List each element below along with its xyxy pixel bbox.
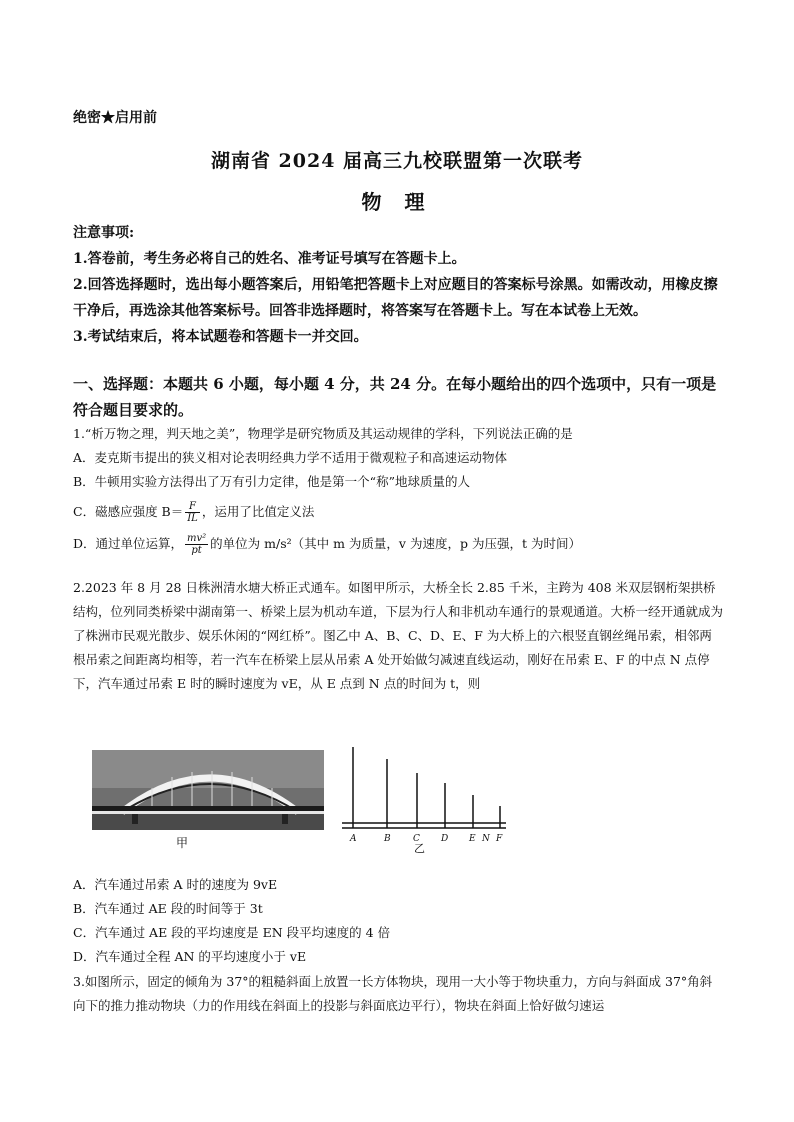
option-d-prefix: D．通过单位运算， <box>73 536 184 551</box>
instruction-item: 1.答卷前，考生务必将自己的姓名、准考证号填写在答题卡上。 <box>73 251 466 267</box>
subject-title: 物 理 <box>361 190 433 214</box>
instruction-item: 2.回答选择题时，选出每小题答案后，用铅笔把答题卡上对应题目的答案标号涂黑。如需改动，用橡皮擦干净后，再选涂其他答案标号。回答非选择题时，将答案写在答题卡上。写在本试卷上无效。 <box>73 277 718 319</box>
question-stem: 1.“析万物之理，判天地之美”，物理学是研究物质及其运动规律的学科，下列说法正确的是 <box>73 426 573 441</box>
instructions <box>73 220 723 350</box>
question-1 <box>73 422 723 556</box>
fraction-denominator: IL <box>187 513 198 524</box>
instruction-item: 3.考试结束后，将本试题卷和答题卡一并交回。 <box>73 329 368 345</box>
fraction-denominator: pt <box>191 545 202 556</box>
confidential-label: 绝密★启用前 <box>73 110 157 126</box>
question-2-options <box>73 873 723 969</box>
option-d: D．汽车通过全程 AN 的平均速度小于 vE <box>73 949 307 964</box>
question-3-stem: 3.如图所示，固定的倾角为 37°的粗糙斜面上放置一长方体物块，现用一大小等于物块重力，方向与斜面成 37°角斜向下的推力推动物块（力的作用线在斜面上的投影与斜面底边平行），物块在斜面上恰好做匀速运 <box>73 974 713 1013</box>
label-c: C <box>413 834 420 844</box>
fraction-f-over-il <box>185 501 200 524</box>
option-a: A．汽车通过吊索 A 时的速度为 9vE <box>73 877 278 892</box>
option-c <box>73 500 723 524</box>
option-b: B．牛顿用实验方法得出了万有引力定律，他是第一个“称”地球质量的人 <box>73 474 470 489</box>
figure-jia-label: 甲 <box>176 836 189 850</box>
option-c-suffix: ，运用了比值定义法 <box>201 504 315 519</box>
fraction-numerator: mv² <box>187 533 207 544</box>
label-n: N <box>482 834 490 844</box>
section-heading: 一、选择题：本题共 6 小题，每小题 4 分，共 24 分。在每小题给出的四个选项中，只有一项是符合题目要求的。 <box>73 375 717 419</box>
question-2-stem: 2.2023 年 8 月 28 日株洲清水塘大桥正式通车。如图甲所示，大桥全长 2.85 千米，主跨为 408 米双层钢桁架拱桥结构，位列同类桥梁中湖南第一、桥梁上层为机动车道，下层为行人和非机动车通行的景观通道。大桥一经开通就成为了株洲市民观光散步、娱乐休闲的“网红桥”。图乙中 A、B、C、D、E、F 为大桥上的六根竖直钢丝绳吊索，相邻两根吊索之间距离均相等，若一汽车在桥梁上层从吊索 A 处开始做匀减速直线运动，刚好在吊索 E、F 的中点 N 点停下，汽车通过吊索 E 时的瞬时速度为 vE，从 E 点到 N 点的时间为 t，则 <box>73 580 724 691</box>
label-b: B <box>384 834 391 844</box>
option-d <box>73 532 723 556</box>
instructions-heading: 注意事项: <box>73 225 135 241</box>
exam-title: 湖南省 2024 届高三九校联盟第一次联考 <box>210 150 584 172</box>
option-d-suffix: 的单位为 m/s²（其中 m 为质量，v 为速度，p 为压强，t 为时间） <box>210 536 581 551</box>
fraction-numerator: F <box>185 501 200 513</box>
label-f: F <box>496 834 503 844</box>
option-c-prefix: C．磁感应强度 B＝ <box>73 504 184 519</box>
bridge-photo <box>92 750 324 830</box>
label-e: E <box>469 834 476 844</box>
label-a: A <box>350 834 357 844</box>
option-a: A．麦克斯韦提出的狭义相对论表明经典力学不适用于微观粒子和高速运动物体 <box>73 450 508 465</box>
label-d: D <box>441 834 449 844</box>
fraction-mv2-over-pt <box>185 533 208 556</box>
option-c: C．汽车通过 AE 段的平均速度是 EN 段平均速度的 4 倍 <box>73 925 391 940</box>
cable-diagram <box>340 745 510 853</box>
figure-yi-label: 乙 <box>414 842 425 853</box>
option-b: B．汽车通过 AE 段的时间等于 3t <box>73 901 263 916</box>
